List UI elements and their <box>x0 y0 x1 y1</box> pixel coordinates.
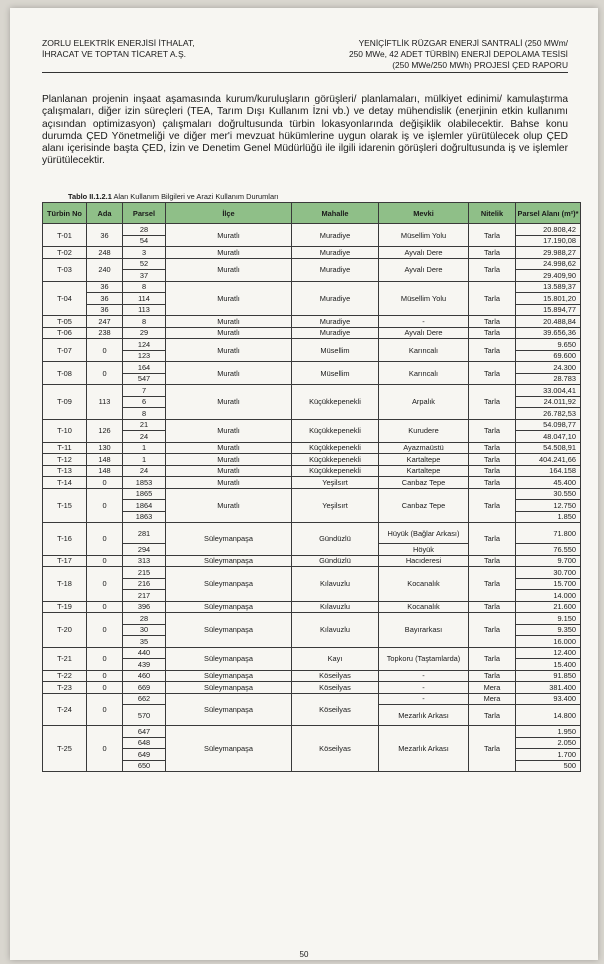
parsel-area-cell: 24.998,62 <box>516 258 581 270</box>
parsel-cell: 6 <box>123 396 166 408</box>
parsel-area-cell: 21.600 <box>516 601 581 613</box>
table-row <box>43 477 581 489</box>
ada-cell: 126 <box>87 419 123 442</box>
mahalle-cell: Muradiye <box>292 281 379 316</box>
parsel-area-cell: 30.550 <box>516 488 581 500</box>
mevki-cell: Mezarlık Arkası <box>379 726 469 772</box>
turbine-no: T-17 <box>43 555 87 567</box>
ada-cell: 0 <box>87 726 123 772</box>
nitelik-cell: Tarla <box>469 523 516 556</box>
turbine-no: T-23 <box>43 682 87 694</box>
parsel-area-cell: 39.656,36 <box>516 327 581 339</box>
header-company-line2: İHRACAT VE TOPTAN TİCARET A.Ş. <box>42 49 187 59</box>
page-number: 50 <box>299 950 309 959</box>
ada-cell: 0 <box>87 477 123 489</box>
ilce-cell: Süleymanpaşa <box>166 613 292 648</box>
parsel-area-cell: 15.400 <box>516 659 581 671</box>
parsel-area-cell: 29.409,90 <box>516 270 581 282</box>
parsel-cell: 8 <box>123 316 166 328</box>
nitelik-cell: Tarla <box>469 647 516 670</box>
ada-cell: 36 <box>87 224 123 247</box>
parsel-area-cell: 12.750 <box>516 500 581 512</box>
mevki-cell: Canbaz Tepe <box>379 488 469 523</box>
parsel-area-cell: 17.190,08 <box>516 235 581 247</box>
turbine-no: T-01 <box>43 224 87 247</box>
nitelik-cell: Tarla <box>469 726 516 772</box>
parsel-area-cell: 54.098,77 <box>516 419 581 431</box>
parsel-area-cell: 9.350 <box>516 624 581 636</box>
ada-cell: 247 <box>87 316 123 328</box>
table-row <box>43 316 581 328</box>
ada-cell: 36 <box>87 304 123 316</box>
header-divider <box>42 72 568 73</box>
parsel-area-cell: 14.800 <box>516 705 581 726</box>
ada-cell: 0 <box>87 523 123 556</box>
nitelik-cell: Tarla <box>469 555 516 567</box>
parsel-area-cell: 12.400 <box>516 647 581 659</box>
parsel-area-cell: 24.011,92 <box>516 396 581 408</box>
ilce-cell: Muratlı <box>166 477 292 489</box>
mahalle-cell: Küçükkepenekli <box>292 454 379 466</box>
nitelik-cell: Mera <box>469 693 516 705</box>
turbine-no: T-20 <box>43 613 87 648</box>
ilce-cell: Süleymanpaşa <box>166 555 292 567</box>
nitelik-cell: Tarla <box>469 567 516 602</box>
mahalle-cell: Gündüzlü <box>292 523 379 556</box>
parsel-cell: 649 <box>123 749 166 761</box>
parsel-area-cell: 9.650 <box>516 339 581 351</box>
col-header-ilce: İlçe <box>166 203 292 224</box>
parsel-area-cell: 404.241,66 <box>516 454 581 466</box>
mahalle-cell: Muradiye <box>292 258 379 281</box>
parsel-area-cell: 54.508,91 <box>516 442 581 454</box>
parsel-cell: 124 <box>123 339 166 351</box>
ilce-cell: Muratlı <box>166 316 292 328</box>
mahalle-cell: Kayı <box>292 647 379 670</box>
parsel-area-cell: 20.808,42 <box>516 224 581 236</box>
ada-cell: 238 <box>87 327 123 339</box>
ada-cell: 0 <box>87 601 123 613</box>
nitelik-cell: Tarla <box>469 247 516 259</box>
mahalle-cell: Müsellim <box>292 339 379 362</box>
mahalle-cell: Küçükkepenekli <box>292 385 379 420</box>
mevki-cell: Müsellim Yolu <box>379 281 469 316</box>
parsel-cell: 8 <box>123 408 166 420</box>
parsel-area-cell: 9.700 <box>516 555 581 567</box>
ilce-cell: Muratlı <box>166 442 292 454</box>
nitelik-cell: Tarla <box>469 601 516 613</box>
nitelik-cell: Tarla <box>469 419 516 442</box>
mevki-cell: Kocanalık <box>379 601 469 613</box>
parsel-cell: 3 <box>123 247 166 259</box>
mahalle-cell: Kılavuzlu <box>292 613 379 648</box>
parsel-cell: 28 <box>123 224 166 236</box>
ada-cell: 0 <box>87 670 123 682</box>
turbine-no: T-06 <box>43 327 87 339</box>
turbine-no: T-05 <box>43 316 87 328</box>
ada-cell: 148 <box>87 454 123 466</box>
parsel-area-cell: 15.700 <box>516 578 581 590</box>
parsel-area-cell: 91.850 <box>516 670 581 682</box>
parsel-area-cell: 48.047,10 <box>516 431 581 443</box>
table-row <box>43 488 581 500</box>
mevki-cell: Müsellim Yolu <box>379 224 469 247</box>
parsel-cell: 440 <box>123 647 166 659</box>
parsel-area-cell: 500 <box>516 760 581 772</box>
parsel-cell: 439 <box>123 659 166 671</box>
nitelik-cell: Tarla <box>469 258 516 281</box>
turbine-no: T-09 <box>43 385 87 420</box>
mevki-cell: Kartaltepe <box>379 465 469 477</box>
nitelik-cell: Tarla <box>469 488 516 523</box>
ilce-cell: Muratlı <box>166 339 292 362</box>
ada-cell: 36 <box>87 293 123 305</box>
ilce-cell: Muratlı <box>166 247 292 259</box>
parsel-area-cell: 381.400 <box>516 682 581 694</box>
table-row <box>43 693 581 705</box>
parsel-cell: 662 <box>123 693 166 705</box>
mahalle-cell: Küçükkepenekli <box>292 465 379 477</box>
table-row <box>43 567 581 579</box>
ilce-cell: Süleymanpaşa <box>166 601 292 613</box>
parsel-cell: 294 <box>123 544 166 556</box>
table-row <box>43 647 581 659</box>
ilce-cell: Muratlı <box>166 258 292 281</box>
ilce-cell: Süleymanpaşa <box>166 726 292 772</box>
nitelik-cell: Tarla <box>469 613 516 648</box>
col-header-turbin: Türbin No <box>43 203 87 224</box>
parsel-cell: 7 <box>123 385 166 397</box>
parsel-area-cell: 2.050 <box>516 737 581 749</box>
nitelik-cell: Tarla <box>469 385 516 420</box>
table-row <box>43 224 581 236</box>
parsel-area-cell: 15.894,77 <box>516 304 581 316</box>
parsel-cell: 216 <box>123 578 166 590</box>
parsel-cell: 24 <box>123 431 166 443</box>
mevki-cell: Kocanalık <box>379 567 469 602</box>
parsel-cell: 313 <box>123 555 166 567</box>
parsel-cell: 217 <box>123 590 166 602</box>
table-row <box>43 258 581 270</box>
turbine-no: T-21 <box>43 647 87 670</box>
ilce-cell: Süleymanpaşa <box>166 523 292 556</box>
parsel-area-cell: 9.150 <box>516 613 581 625</box>
ada-cell: 0 <box>87 488 123 523</box>
mevki-cell: Bayırarkası <box>379 613 469 648</box>
parsel-cell: 650 <box>123 760 166 772</box>
turbine-no: T-10 <box>43 419 87 442</box>
table-row <box>43 385 581 397</box>
land-use-table <box>42 202 581 772</box>
ilce-cell: Muratlı <box>166 327 292 339</box>
nitelik-cell: Tarla <box>469 465 516 477</box>
nitelik-cell: Tarla <box>469 454 516 466</box>
mahalle-cell: Kılavuzlu <box>292 601 379 613</box>
mevki-cell: Ayazmaüstü <box>379 442 469 454</box>
ilce-cell: Muratlı <box>166 488 292 523</box>
ada-cell: 0 <box>87 339 123 362</box>
mahalle-cell: Muradiye <box>292 316 379 328</box>
parsel-cell: 123 <box>123 350 166 362</box>
col-header-alan: Parsel Alanı (m²)* <box>516 203 581 224</box>
parsel-cell: 281 <box>123 523 166 544</box>
nitelik-cell: Mera <box>469 682 516 694</box>
mahalle-cell: Muradiye <box>292 247 379 259</box>
turbine-no: T-24 <box>43 693 87 726</box>
mevki-cell: - <box>379 670 469 682</box>
mahalle-cell: Yeşilsırt <box>292 488 379 523</box>
mevki-cell: Topkoru (Taştamlarda) <box>379 647 469 670</box>
ilce-cell: Süleymanpaşa <box>166 567 292 602</box>
header-project-line3: (250 MWe/250 MWh) PROJESİ ÇED RAPORU <box>392 60 568 70</box>
parsel-area-cell: 33.004,41 <box>516 385 581 397</box>
ilce-cell: Muratlı <box>166 385 292 420</box>
table-row <box>43 247 581 259</box>
col-header-ada: Ada <box>87 203 123 224</box>
nitelik-cell: Tarla <box>469 705 516 726</box>
table-row <box>43 327 581 339</box>
mevki-cell: Karıncalı <box>379 339 469 362</box>
table-row <box>43 465 581 477</box>
parsel-cell: 547 <box>123 373 166 385</box>
turbine-no: T-22 <box>43 670 87 682</box>
parsel-cell: 570 <box>123 705 166 726</box>
turbine-no: T-19 <box>43 601 87 613</box>
ada-cell: 0 <box>87 693 123 726</box>
ada-cell: 36 <box>87 281 123 293</box>
nitelik-cell: Tarla <box>469 339 516 362</box>
mevki-cell: Ayvalı Dere <box>379 247 469 259</box>
parsel-area-cell: 1.700 <box>516 749 581 761</box>
turbine-no: T-04 <box>43 281 87 316</box>
mahalle-cell: Küçükkepenekli <box>292 419 379 442</box>
turbine-no: T-11 <box>43 442 87 454</box>
parsel-area-cell: 164.158 <box>516 465 581 477</box>
turbine-no: T-02 <box>43 247 87 259</box>
mevki-cell: Ayvalı Dere <box>379 258 469 281</box>
table-row <box>43 613 581 625</box>
ada-cell: 0 <box>87 682 123 694</box>
mevki-cell: Hüyük (Bağlar Arkası) <box>379 523 469 544</box>
nitelik-cell: Tarla <box>469 281 516 316</box>
mevki-cell: Kartaltepe <box>379 454 469 466</box>
nitelik-cell: Tarla <box>469 224 516 247</box>
nitelik-cell: Tarla <box>469 670 516 682</box>
turbine-no: T-13 <box>43 465 87 477</box>
parsel-cell: 37 <box>123 270 166 282</box>
mevki-cell: Hacıderesi <box>379 555 469 567</box>
parsel-area-cell: 28.783 <box>516 373 581 385</box>
parsel-cell: 113 <box>123 304 166 316</box>
ilce-cell: Muratlı <box>166 224 292 247</box>
turbine-no: T-07 <box>43 339 87 362</box>
ada-cell: 148 <box>87 465 123 477</box>
intro-paragraph: Planlanan projenin inşaat aşamasında kurum/kuruluşların görüşleri/ planlamaları, mülkiyet edinimi/ kamulaştırma çalışmaları, diğer izin süreçleri (TEA, Tarım Dışı Kullanım İzni vb.) ve detay mühendislik (enerjinin etkin kullanımı açısından optimizasyon) çalışmaları doğrultusunda türbin lokasyonlarında değişiklik olabilecektir. Bahse konu durumda ÇED Yönetmeliği ve diğer mer'i mevzuat hükümlerine uygun olarak iş ve işlemler yürütülecek olup ÇED alanı içerisinde başta ÇED, İzin ve Denetim Genel Müdürlüğü ile ilgili idarenin görüşleri doğrultusunda iş ve işlemler yürütülecektir. <box>42 94 568 167</box>
mahalle-cell: Kılavuzlu <box>292 567 379 602</box>
turbine-no: T-18 <box>43 567 87 602</box>
parsel-cell: 164 <box>123 362 166 374</box>
header-project-line1: YENİÇİFTLİK RÜZGAR ENERJİ SANTRALİ (250 MWm/ <box>358 38 568 48</box>
parsel-cell: 52 <box>123 258 166 270</box>
ada-cell: 0 <box>87 555 123 567</box>
ilce-cell: Muratlı <box>166 454 292 466</box>
col-header-mahalle: Mahalle <box>292 203 379 224</box>
header-project-line2: 250 MWe, 42 ADET TÜRBİN) ENERJİ DEPOLAMA TESİSİ <box>348 49 568 59</box>
mahalle-cell: Gündüzlü <box>292 555 379 567</box>
parsel-cell: 648 <box>123 737 166 749</box>
document-page <box>10 8 598 960</box>
col-header-mevki: Mevki <box>379 203 469 224</box>
ilce-cell: Muratlı <box>166 362 292 385</box>
parsel-cell: 35 <box>123 636 166 648</box>
ada-cell: 113 <box>87 385 123 420</box>
parsel-cell: 460 <box>123 670 166 682</box>
mahalle-cell: Küçükkepenekli <box>292 442 379 454</box>
turbine-no: T-14 <box>43 477 87 489</box>
table-row <box>43 555 581 567</box>
parsel-area-cell: 30.700 <box>516 567 581 579</box>
table-caption <box>68 192 279 201</box>
parsel-area-cell: 45.400 <box>516 477 581 489</box>
ada-cell: 0 <box>87 567 123 602</box>
parsel-area-cell: 26.782,53 <box>516 408 581 420</box>
nitelik-cell: Tarla <box>469 362 516 385</box>
ilce-cell: Muratlı <box>166 465 292 477</box>
parsel-area-cell: 15.801,20 <box>516 293 581 305</box>
parsel-cell: 54 <box>123 235 166 247</box>
mevki-cell: Mezarlık Arkası <box>379 705 469 726</box>
table-row <box>43 362 581 374</box>
parsel-area-cell: 24.300 <box>516 362 581 374</box>
col-header-parsel: Parsel <box>123 203 166 224</box>
ilce-cell: Muratlı <box>166 419 292 442</box>
ilce-cell: Muratlı <box>166 281 292 316</box>
mahalle-cell: Köseilyas <box>292 682 379 694</box>
mevki-cell: - <box>379 682 469 694</box>
mahalle-cell: Muradiye <box>292 224 379 247</box>
mevki-cell: Kurudere <box>379 419 469 442</box>
table-row <box>43 682 581 694</box>
parsel-cell: 647 <box>123 726 166 738</box>
table-row <box>43 601 581 613</box>
parsel-area-cell: 76.550 <box>516 544 581 556</box>
ada-cell: 0 <box>87 362 123 385</box>
table-row <box>43 670 581 682</box>
table-body <box>43 224 581 772</box>
ada-cell: 0 <box>87 647 123 670</box>
mevki-cell: Höyük <box>379 544 469 556</box>
parsel-area-cell: 14.000 <box>516 590 581 602</box>
turbine-no: T-12 <box>43 454 87 466</box>
header-company <box>42 38 195 60</box>
parsel-cell: 1853 <box>123 477 166 489</box>
table-row <box>43 442 581 454</box>
ada-cell: 240 <box>87 258 123 281</box>
mahalle-cell: Yeşilsırt <box>292 477 379 489</box>
ilce-cell: Süleymanpaşa <box>166 670 292 682</box>
col-header-nitelik: Nitelik <box>469 203 516 224</box>
ilce-cell: Süleymanpaşa <box>166 693 292 726</box>
turbine-no: T-03 <box>43 258 87 281</box>
parsel-area-cell: 1.950 <box>516 726 581 738</box>
parsel-cell: 1865 <box>123 488 166 500</box>
parsel-area-cell: 93.400 <box>516 693 581 705</box>
parsel-area-cell: 16.000 <box>516 636 581 648</box>
parsel-cell: 21 <box>123 419 166 431</box>
parsel-cell: 114 <box>123 293 166 305</box>
mevki-cell: Canbaz Tepe <box>379 477 469 489</box>
mahalle-cell: Köseilyas <box>292 693 379 726</box>
header-project <box>303 38 568 71</box>
ilce-cell: Süleymanpaşa <box>166 647 292 670</box>
mevki-cell: - <box>379 316 469 328</box>
mahalle-cell: Muradiye <box>292 327 379 339</box>
parsel-cell: 1 <box>123 454 166 466</box>
parsel-cell: 29 <box>123 327 166 339</box>
table-row <box>43 419 581 431</box>
table-row <box>43 726 581 738</box>
mahalle-cell: Köseilyas <box>292 726 379 772</box>
parsel-area-cell: 13.589,37 <box>516 281 581 293</box>
table-row <box>43 523 581 544</box>
mevki-cell: Arpalık <box>379 385 469 420</box>
parsel-cell: 1863 <box>123 511 166 523</box>
nitelik-cell: Tarla <box>469 477 516 489</box>
parsel-cell: 669 <box>123 682 166 694</box>
mevki-cell: - <box>379 693 469 705</box>
table-row <box>43 339 581 351</box>
mevki-cell: Ayvalı Dere <box>379 327 469 339</box>
parsel-area-cell: 69.600 <box>516 350 581 362</box>
parsel-area-cell: 1.850 <box>516 511 581 523</box>
table-header-row <box>43 203 581 224</box>
ada-cell: 0 <box>87 613 123 648</box>
turbine-no: T-16 <box>43 523 87 556</box>
turbine-no: T-15 <box>43 488 87 523</box>
nitelik-cell: Tarla <box>469 316 516 328</box>
table-row <box>43 281 581 293</box>
parsel-cell: 28 <box>123 613 166 625</box>
mahalle-cell: Köseilyas <box>292 670 379 682</box>
turbine-no: T-25 <box>43 726 87 772</box>
parsel-cell: 215 <box>123 567 166 579</box>
turbine-no: T-08 <box>43 362 87 385</box>
table-caption-label: Tablo II.1.2.1 <box>68 192 112 201</box>
table-caption-text: Alan Kullanım Bilgileri ve Arazi Kullanım Durumları <box>111 192 279 201</box>
parsel-cell: 1864 <box>123 500 166 512</box>
parsel-cell: 24 <box>123 465 166 477</box>
parsel-area-cell: 71.800 <box>516 523 581 544</box>
parsel-cell: 1 <box>123 442 166 454</box>
header-company-line1: ZORLU ELEKTRİK ENERJİSİ İTHALAT, <box>42 38 195 48</box>
parsel-cell: 30 <box>123 624 166 636</box>
ilce-cell: Süleymanpaşa <box>166 682 292 694</box>
mahalle-cell: Müsellim <box>292 362 379 385</box>
mevki-cell: Karıncalı <box>379 362 469 385</box>
ada-cell: 130 <box>87 442 123 454</box>
parsel-cell: 396 <box>123 601 166 613</box>
parsel-cell: 8 <box>123 281 166 293</box>
parsel-area-cell: 20.488,84 <box>516 316 581 328</box>
nitelik-cell: Tarla <box>469 442 516 454</box>
nitelik-cell: Tarla <box>469 327 516 339</box>
table-row <box>43 454 581 466</box>
parsel-area-cell: 29.988,27 <box>516 247 581 259</box>
ada-cell: 248 <box>87 247 123 259</box>
